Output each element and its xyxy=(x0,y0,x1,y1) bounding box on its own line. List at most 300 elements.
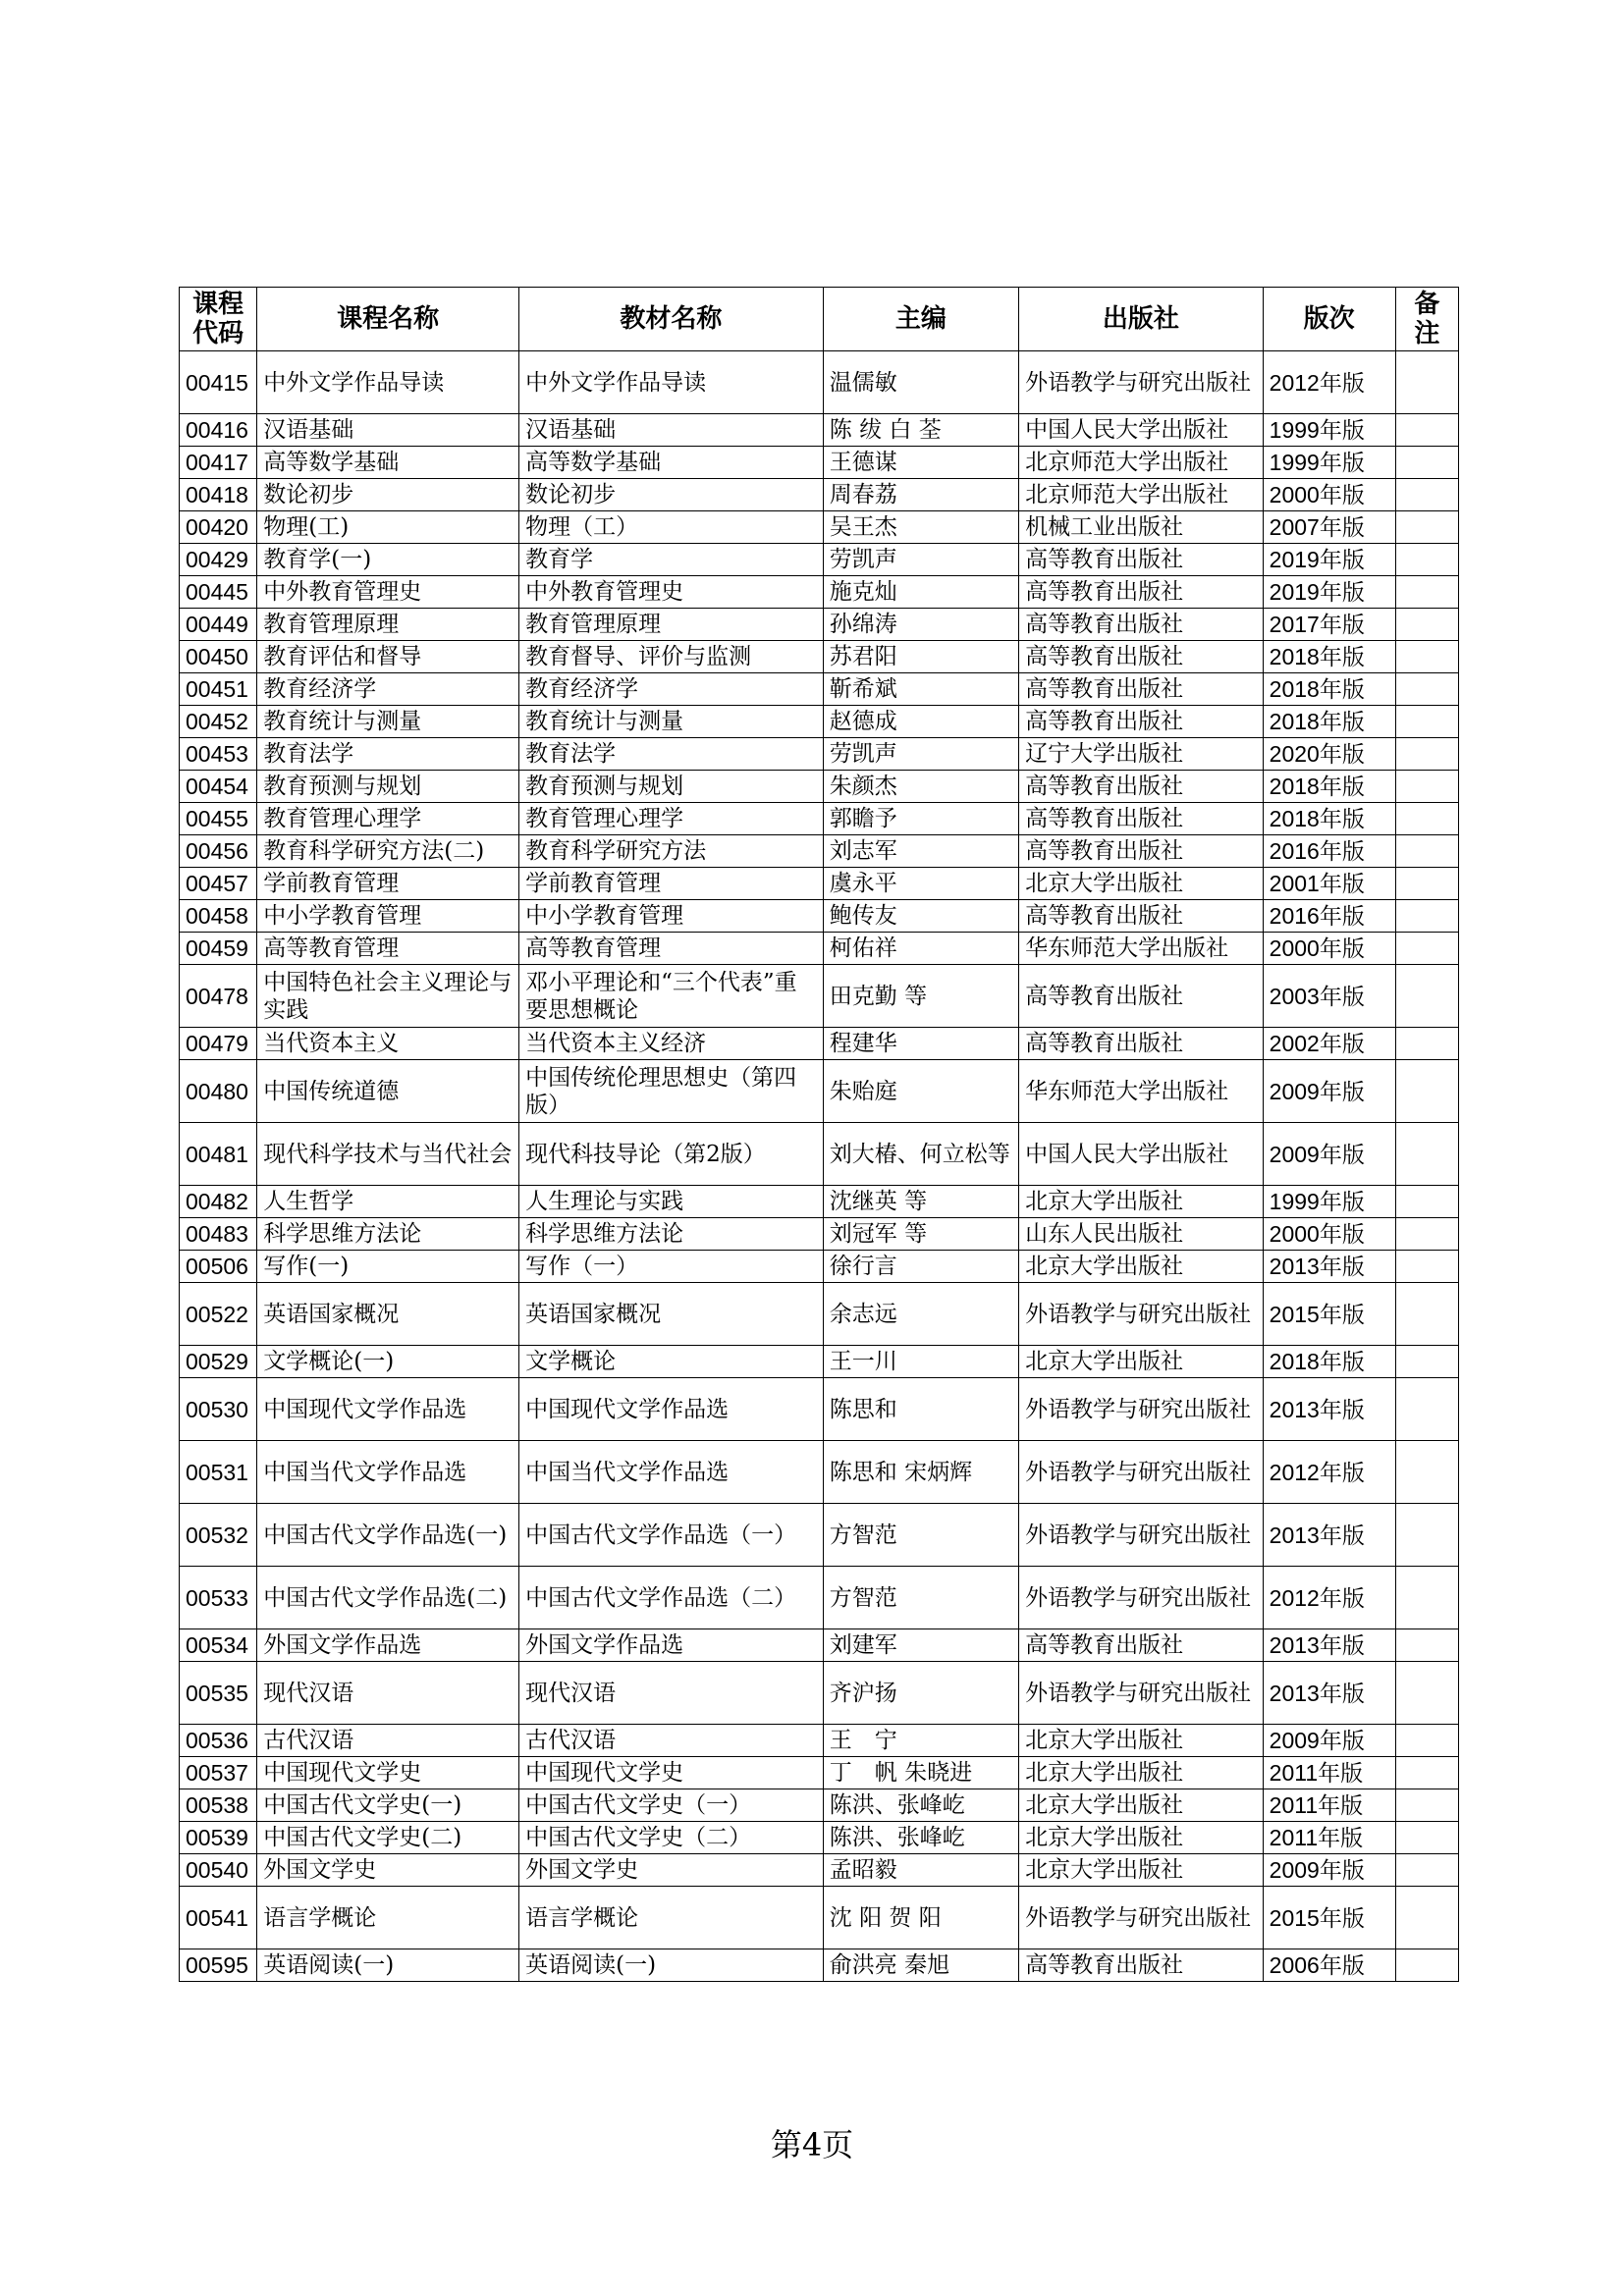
cell-remarks xyxy=(1395,1854,1458,1887)
cell-course-name: 教育法学 xyxy=(257,738,519,771)
cell-course-code: 00450 xyxy=(180,641,257,673)
cell-textbook-name: 当代资本主义经济 xyxy=(519,1028,824,1060)
cell-editor: 余志远 xyxy=(823,1283,1018,1346)
cell-textbook-name: 中国古代文学作品选（一） xyxy=(519,1504,824,1567)
cell-remarks xyxy=(1395,1757,1458,1789)
cell-editor: 周春荔 xyxy=(823,479,1018,511)
cell-publisher: 辽宁大学出版社 xyxy=(1019,738,1264,771)
cell-remarks xyxy=(1395,1725,1458,1757)
cell-edition: 2013年版 xyxy=(1263,1504,1395,1567)
cell-remarks xyxy=(1395,1629,1458,1662)
cell-textbook-name: 人生理论与实践 xyxy=(519,1186,824,1218)
cell-publisher: 高等教育出版社 xyxy=(1019,609,1264,641)
table-row xyxy=(180,1629,1459,1662)
cell-remarks xyxy=(1395,1123,1458,1186)
cell-edition: 2000年版 xyxy=(1263,479,1395,511)
cell-course-code: 00534 xyxy=(180,1629,257,1662)
cell-course-code: 00482 xyxy=(180,1186,257,1218)
cell-publisher: 高等教育出版社 xyxy=(1019,544,1264,576)
cell-editor: 陈洪、张峰屹 xyxy=(823,1822,1018,1854)
cell-edition: 2013年版 xyxy=(1263,1662,1395,1725)
cell-edition: 2019年版 xyxy=(1263,544,1395,576)
cell-course-name: 学前教育管理 xyxy=(257,868,519,900)
cell-edition: 2001年版 xyxy=(1263,868,1395,900)
table-row xyxy=(180,1283,1459,1346)
cell-editor: 柯佑祥 xyxy=(823,933,1018,965)
header-publisher: 出版社 xyxy=(1019,288,1264,351)
cell-publisher: 高等教育出版社 xyxy=(1019,576,1264,609)
cell-editor: 鲍传友 xyxy=(823,900,1018,933)
cell-edition: 2018年版 xyxy=(1263,803,1395,835)
table-row xyxy=(180,576,1459,609)
table-row xyxy=(180,900,1459,933)
cell-remarks xyxy=(1395,576,1458,609)
table-row xyxy=(180,1822,1459,1854)
cell-remarks xyxy=(1395,447,1458,479)
cell-remarks xyxy=(1395,544,1458,576)
cell-publisher: 外语教学与研究出版社 xyxy=(1019,351,1264,414)
cell-textbook-name: 语言学概论 xyxy=(519,1887,824,1949)
textbook-table xyxy=(179,287,1459,1982)
cell-remarks xyxy=(1395,641,1458,673)
table-row xyxy=(180,1949,1459,1982)
cell-course-code: 00449 xyxy=(180,609,257,641)
cell-edition: 2009年版 xyxy=(1263,1854,1395,1887)
cell-textbook-name: 英语阅读(一) xyxy=(519,1949,824,1982)
table-row xyxy=(180,1567,1459,1629)
cell-edition: 2012年版 xyxy=(1263,1567,1395,1629)
table-row xyxy=(180,965,1459,1028)
cell-course-name: 中国古代文学作品选(一) xyxy=(257,1504,519,1567)
cell-edition: 2000年版 xyxy=(1263,1218,1395,1251)
table-row xyxy=(180,706,1459,738)
cell-publisher: 华东师范大学出版社 xyxy=(1019,933,1264,965)
cell-course-name: 英语国家概况 xyxy=(257,1283,519,1346)
cell-course-code: 00458 xyxy=(180,900,257,933)
cell-publisher: 高等教育出版社 xyxy=(1019,673,1264,706)
cell-course-code: 00420 xyxy=(180,511,257,544)
cell-publisher: 中国人民大学出版社 xyxy=(1019,1123,1264,1186)
table-row xyxy=(180,351,1459,414)
cell-editor: 温儒敏 xyxy=(823,351,1018,414)
cell-textbook-name: 中国古代文学史（二） xyxy=(519,1822,824,1854)
cell-edition: 1999年版 xyxy=(1263,447,1395,479)
cell-editor: 施克灿 xyxy=(823,576,1018,609)
cell-publisher: 北京大学出版社 xyxy=(1019,1757,1264,1789)
table-row xyxy=(180,1186,1459,1218)
cell-remarks xyxy=(1395,1887,1458,1949)
cell-editor: 劳凯声 xyxy=(823,544,1018,576)
cell-remarks xyxy=(1395,511,1458,544)
cell-edition: 2016年版 xyxy=(1263,900,1395,933)
cell-remarks xyxy=(1395,351,1458,414)
table-row xyxy=(180,1662,1459,1725)
cell-edition: 2009年版 xyxy=(1263,1123,1395,1186)
cell-editor: 虞永平 xyxy=(823,868,1018,900)
cell-editor: 朱颜杰 xyxy=(823,771,1018,803)
cell-editor: 徐行言 xyxy=(823,1251,1018,1283)
cell-textbook-name: 科学思维方法论 xyxy=(519,1218,824,1251)
cell-course-name: 中国传统道德 xyxy=(257,1060,519,1123)
table-row xyxy=(180,1757,1459,1789)
cell-course-code: 00417 xyxy=(180,447,257,479)
cell-edition: 2018年版 xyxy=(1263,673,1395,706)
cell-remarks xyxy=(1395,1283,1458,1346)
cell-publisher: 高等教育出版社 xyxy=(1019,1629,1264,1662)
cell-remarks xyxy=(1395,673,1458,706)
table-row xyxy=(180,479,1459,511)
cell-publisher: 山东人民出版社 xyxy=(1019,1218,1264,1251)
cell-course-name: 教育评估和督导 xyxy=(257,641,519,673)
cell-publisher: 高等教育出版社 xyxy=(1019,1949,1264,1982)
cell-publisher: 北京大学出版社 xyxy=(1019,1251,1264,1283)
cell-course-code: 00537 xyxy=(180,1757,257,1789)
cell-editor: 俞洪亮 秦旭 xyxy=(823,1949,1018,1982)
cell-course-code: 00541 xyxy=(180,1887,257,1949)
table-row xyxy=(180,738,1459,771)
cell-textbook-name: 文学概论 xyxy=(519,1346,824,1378)
cell-textbook-name: 教育科学研究方法 xyxy=(519,835,824,868)
cell-editor: 方智范 xyxy=(823,1567,1018,1629)
cell-edition: 2003年版 xyxy=(1263,965,1395,1028)
cell-edition: 2018年版 xyxy=(1263,771,1395,803)
table-row xyxy=(180,803,1459,835)
cell-textbook-name: 教育督导、评价与监测 xyxy=(519,641,824,673)
cell-course-code: 00454 xyxy=(180,771,257,803)
cell-edition: 2013年版 xyxy=(1263,1378,1395,1441)
cell-course-code: 00540 xyxy=(180,1854,257,1887)
cell-textbook-name: 中国古代文学作品选（二） xyxy=(519,1567,824,1629)
cell-edition: 2011年版 xyxy=(1263,1822,1395,1854)
cell-course-code: 00533 xyxy=(180,1567,257,1629)
cell-course-name: 中国当代文学作品选 xyxy=(257,1441,519,1504)
cell-remarks xyxy=(1395,1441,1458,1504)
cell-editor: 沈继英 等 xyxy=(823,1186,1018,1218)
cell-textbook-name: 中国传统伦理思想史（第四版） xyxy=(519,1060,824,1123)
cell-textbook-name: 物理（工） xyxy=(519,511,824,544)
cell-course-code: 00539 xyxy=(180,1822,257,1854)
cell-course-code: 00415 xyxy=(180,351,257,414)
cell-publisher: 高等教育出版社 xyxy=(1019,965,1264,1028)
cell-publisher: 高等教育出版社 xyxy=(1019,641,1264,673)
cell-editor: 朱贻庭 xyxy=(823,1060,1018,1123)
table-row xyxy=(180,1060,1459,1123)
cell-course-name: 外国文学史 xyxy=(257,1854,519,1887)
cell-editor: 孟昭毅 xyxy=(823,1854,1018,1887)
cell-textbook-name: 中国古代文学史（一） xyxy=(519,1789,824,1822)
header-row xyxy=(180,288,1459,351)
cell-publisher: 高等教育出版社 xyxy=(1019,900,1264,933)
table-row xyxy=(180,933,1459,965)
cell-editor: 沈 阳 贺 阳 xyxy=(823,1887,1018,1949)
table-row xyxy=(180,609,1459,641)
table-row xyxy=(180,1441,1459,1504)
cell-course-code: 00530 xyxy=(180,1378,257,1441)
cell-textbook-name: 高等数学基础 xyxy=(519,447,824,479)
header-course-code: 课程代码 xyxy=(180,288,257,351)
cell-remarks xyxy=(1395,835,1458,868)
cell-course-name: 语言学概论 xyxy=(257,1887,519,1949)
cell-edition: 2012年版 xyxy=(1263,1441,1395,1504)
cell-edition: 2015年版 xyxy=(1263,1887,1395,1949)
cell-publisher: 外语教学与研究出版社 xyxy=(1019,1378,1264,1441)
cell-course-code: 00451 xyxy=(180,673,257,706)
cell-edition: 2018年版 xyxy=(1263,641,1395,673)
cell-remarks xyxy=(1395,414,1458,447)
table-row xyxy=(180,1218,1459,1251)
cell-textbook-name: 教育法学 xyxy=(519,738,824,771)
cell-publisher: 北京大学出版社 xyxy=(1019,1789,1264,1822)
cell-course-name: 中小学教育管理 xyxy=(257,900,519,933)
cell-editor: 郭瞻予 xyxy=(823,803,1018,835)
cell-remarks xyxy=(1395,965,1458,1028)
header-edition: 版次 xyxy=(1263,288,1395,351)
cell-course-name: 中外文学作品导读 xyxy=(257,351,519,414)
cell-publisher: 高等教育出版社 xyxy=(1019,1028,1264,1060)
cell-course-name: 教育学(一) xyxy=(257,544,519,576)
cell-course-code: 00535 xyxy=(180,1662,257,1725)
cell-remarks xyxy=(1395,933,1458,965)
cell-edition: 2007年版 xyxy=(1263,511,1395,544)
cell-course-name: 中外教育管理史 xyxy=(257,576,519,609)
cell-editor: 吴王杰 xyxy=(823,511,1018,544)
cell-course-code: 00452 xyxy=(180,706,257,738)
cell-course-code: 00459 xyxy=(180,933,257,965)
cell-course-code: 00538 xyxy=(180,1789,257,1822)
cell-editor: 刘建军 xyxy=(823,1629,1018,1662)
table-row xyxy=(180,868,1459,900)
cell-course-code: 00531 xyxy=(180,1441,257,1504)
table-row xyxy=(180,1725,1459,1757)
cell-textbook-name: 中外教育管理史 xyxy=(519,576,824,609)
header-editor: 主编 xyxy=(823,288,1018,351)
cell-editor: 田克勤 等 xyxy=(823,965,1018,1028)
cell-publisher: 华东师范大学出版社 xyxy=(1019,1060,1264,1123)
cell-course-name: 教育预测与规划 xyxy=(257,771,519,803)
table-row xyxy=(180,771,1459,803)
cell-textbook-name: 汉语基础 xyxy=(519,414,824,447)
cell-editor: 王一川 xyxy=(823,1346,1018,1378)
cell-remarks xyxy=(1395,706,1458,738)
cell-publisher: 高等教育出版社 xyxy=(1019,803,1264,835)
cell-editor: 劳凯声 xyxy=(823,738,1018,771)
cell-course-code: 00453 xyxy=(180,738,257,771)
cell-course-code: 00429 xyxy=(180,544,257,576)
cell-editor: 陈思和 宋炳辉 xyxy=(823,1441,1018,1504)
cell-editor: 刘志军 xyxy=(823,835,1018,868)
cell-course-name: 教育科学研究方法(二) xyxy=(257,835,519,868)
cell-publisher: 外语教学与研究出版社 xyxy=(1019,1567,1264,1629)
cell-course-name: 高等教育管理 xyxy=(257,933,519,965)
cell-textbook-name: 学前教育管理 xyxy=(519,868,824,900)
cell-edition: 2020年版 xyxy=(1263,738,1395,771)
cell-editor: 陈 绂 白 荃 xyxy=(823,414,1018,447)
cell-course-name: 科学思维方法论 xyxy=(257,1218,519,1251)
table-row xyxy=(180,673,1459,706)
cell-course-name: 中国现代文学史 xyxy=(257,1757,519,1789)
cell-editor: 丁 帆 朱晓进 xyxy=(823,1757,1018,1789)
cell-course-name: 物理(工) xyxy=(257,511,519,544)
table-row xyxy=(180,511,1459,544)
cell-textbook-name: 教育经济学 xyxy=(519,673,824,706)
cell-edition: 2011年版 xyxy=(1263,1757,1395,1789)
cell-course-name: 古代汉语 xyxy=(257,1725,519,1757)
table-row xyxy=(180,835,1459,868)
cell-course-code: 00456 xyxy=(180,835,257,868)
header-remarks: 备注 xyxy=(1395,288,1458,351)
cell-course-name: 教育管理原理 xyxy=(257,609,519,641)
cell-textbook-name: 教育预测与规划 xyxy=(519,771,824,803)
cell-course-code: 00455 xyxy=(180,803,257,835)
cell-textbook-name: 教育统计与测量 xyxy=(519,706,824,738)
cell-textbook-name: 古代汉语 xyxy=(519,1725,824,1757)
cell-publisher: 机械工业出版社 xyxy=(1019,511,1264,544)
cell-remarks xyxy=(1395,1251,1458,1283)
cell-publisher: 北京师范大学出版社 xyxy=(1019,447,1264,479)
cell-editor: 靳希斌 xyxy=(823,673,1018,706)
cell-publisher: 高等教育出版社 xyxy=(1019,835,1264,868)
cell-course-name: 中国古代文学史(二) xyxy=(257,1822,519,1854)
cell-editor: 程建华 xyxy=(823,1028,1018,1060)
cell-course-code: 00536 xyxy=(180,1725,257,1757)
cell-edition: 2000年版 xyxy=(1263,933,1395,965)
cell-course-name: 汉语基础 xyxy=(257,414,519,447)
cell-course-code: 00479 xyxy=(180,1028,257,1060)
cell-course-code: 00478 xyxy=(180,965,257,1028)
cell-textbook-name: 中国现代文学作品选 xyxy=(519,1378,824,1441)
cell-publisher: 外语教学与研究出版社 xyxy=(1019,1504,1264,1567)
cell-publisher: 外语教学与研究出版社 xyxy=(1019,1887,1264,1949)
cell-course-name: 现代汉语 xyxy=(257,1662,519,1725)
cell-course-name: 人生哲学 xyxy=(257,1186,519,1218)
cell-course-code: 00457 xyxy=(180,868,257,900)
table-row xyxy=(180,1378,1459,1441)
table-row xyxy=(180,1028,1459,1060)
cell-course-name: 英语阅读(一) xyxy=(257,1949,519,1982)
cell-edition: 2018年版 xyxy=(1263,1346,1395,1378)
cell-textbook-name: 写作（一） xyxy=(519,1251,824,1283)
cell-textbook-name: 教育管理原理 xyxy=(519,609,824,641)
cell-textbook-name: 外国文学史 xyxy=(519,1854,824,1887)
cell-edition: 2006年版 xyxy=(1263,1949,1395,1982)
cell-textbook-name: 现代汉语 xyxy=(519,1662,824,1725)
cell-remarks xyxy=(1395,1378,1458,1441)
cell-edition: 2002年版 xyxy=(1263,1028,1395,1060)
cell-edition: 1999年版 xyxy=(1263,414,1395,447)
cell-editor: 陈思和 xyxy=(823,1378,1018,1441)
cell-textbook-name: 教育管理心理学 xyxy=(519,803,824,835)
cell-course-name: 教育统计与测量 xyxy=(257,706,519,738)
table-row xyxy=(180,1346,1459,1378)
cell-course-code: 00480 xyxy=(180,1060,257,1123)
cell-remarks xyxy=(1395,771,1458,803)
cell-textbook-name: 英语国家概况 xyxy=(519,1283,824,1346)
cell-edition: 1999年版 xyxy=(1263,1186,1395,1218)
table-row xyxy=(180,1251,1459,1283)
cell-remarks xyxy=(1395,1822,1458,1854)
cell-edition: 2016年版 xyxy=(1263,835,1395,868)
cell-textbook-name: 现代科技导论（第2版） xyxy=(519,1123,824,1186)
cell-course-code: 00595 xyxy=(180,1949,257,1982)
cell-remarks xyxy=(1395,1949,1458,1982)
header-course-name: 课程名称 xyxy=(257,288,519,351)
table-row xyxy=(180,1789,1459,1822)
cell-remarks xyxy=(1395,1346,1458,1378)
cell-remarks xyxy=(1395,1028,1458,1060)
cell-course-name: 教育经济学 xyxy=(257,673,519,706)
cell-publisher: 高等教育出版社 xyxy=(1019,771,1264,803)
cell-publisher: 北京师范大学出版社 xyxy=(1019,479,1264,511)
cell-textbook-name: 中小学教育管理 xyxy=(519,900,824,933)
cell-course-name: 当代资本主义 xyxy=(257,1028,519,1060)
cell-course-name: 现代科学技术与当代社会 xyxy=(257,1123,519,1186)
cell-course-code: 00481 xyxy=(180,1123,257,1186)
cell-publisher: 北京大学出版社 xyxy=(1019,1186,1264,1218)
cell-remarks xyxy=(1395,1504,1458,1567)
cell-remarks xyxy=(1395,1662,1458,1725)
table-row xyxy=(180,414,1459,447)
cell-edition: 2013年版 xyxy=(1263,1251,1395,1283)
cell-course-code: 00522 xyxy=(180,1283,257,1346)
cell-edition: 2012年版 xyxy=(1263,351,1395,414)
table-row xyxy=(180,1887,1459,1949)
cell-course-code: 00529 xyxy=(180,1346,257,1378)
table-row xyxy=(180,544,1459,576)
cell-textbook-name: 中国当代文学作品选 xyxy=(519,1441,824,1504)
cell-edition: 2011年版 xyxy=(1263,1789,1395,1822)
cell-textbook-name: 中外文学作品导读 xyxy=(519,351,824,414)
cell-publisher: 北京大学出版社 xyxy=(1019,1346,1264,1378)
cell-editor: 刘冠军 等 xyxy=(823,1218,1018,1251)
cell-remarks xyxy=(1395,1789,1458,1822)
cell-remarks xyxy=(1395,1218,1458,1251)
cell-course-name: 教育管理心理学 xyxy=(257,803,519,835)
cell-publisher: 中国人民大学出版社 xyxy=(1019,414,1264,447)
cell-edition: 2013年版 xyxy=(1263,1629,1395,1662)
cell-textbook-name: 外国文学作品选 xyxy=(519,1629,824,1662)
cell-textbook-name: 高等教育管理 xyxy=(519,933,824,965)
cell-editor: 陈洪、张峰屹 xyxy=(823,1789,1018,1822)
cell-course-name: 中国现代文学作品选 xyxy=(257,1378,519,1441)
cell-course-name: 中国特色社会主义理论与实践 xyxy=(257,965,519,1028)
cell-edition: 2018年版 xyxy=(1263,706,1395,738)
cell-course-name: 数论初步 xyxy=(257,479,519,511)
cell-course-code: 00418 xyxy=(180,479,257,511)
cell-edition: 2019年版 xyxy=(1263,576,1395,609)
cell-edition: 2017年版 xyxy=(1263,609,1395,641)
cell-publisher: 北京大学出版社 xyxy=(1019,1725,1264,1757)
cell-publisher: 高等教育出版社 xyxy=(1019,706,1264,738)
cell-textbook-name: 中国现代文学史 xyxy=(519,1757,824,1789)
cell-course-name: 高等数学基础 xyxy=(257,447,519,479)
cell-remarks xyxy=(1395,900,1458,933)
cell-editor: 苏君阳 xyxy=(823,641,1018,673)
cell-remarks xyxy=(1395,1186,1458,1218)
cell-textbook-name: 邓小平理论和“三个代表”重要思想概论 xyxy=(519,965,824,1028)
cell-publisher: 北京大学出版社 xyxy=(1019,1854,1264,1887)
cell-course-code: 00445 xyxy=(180,576,257,609)
table-row xyxy=(180,1123,1459,1186)
cell-editor: 齐沪扬 xyxy=(823,1662,1018,1725)
cell-edition: 2015年版 xyxy=(1263,1283,1395,1346)
cell-remarks xyxy=(1395,868,1458,900)
table-row xyxy=(180,641,1459,673)
cell-publisher: 外语教学与研究出版社 xyxy=(1019,1283,1264,1346)
table-row xyxy=(180,1504,1459,1567)
page-number: 第4页 xyxy=(770,2126,854,2163)
cell-course-name: 中国古代文学作品选(二) xyxy=(257,1567,519,1629)
cell-course-name: 外国文学作品选 xyxy=(257,1629,519,1662)
